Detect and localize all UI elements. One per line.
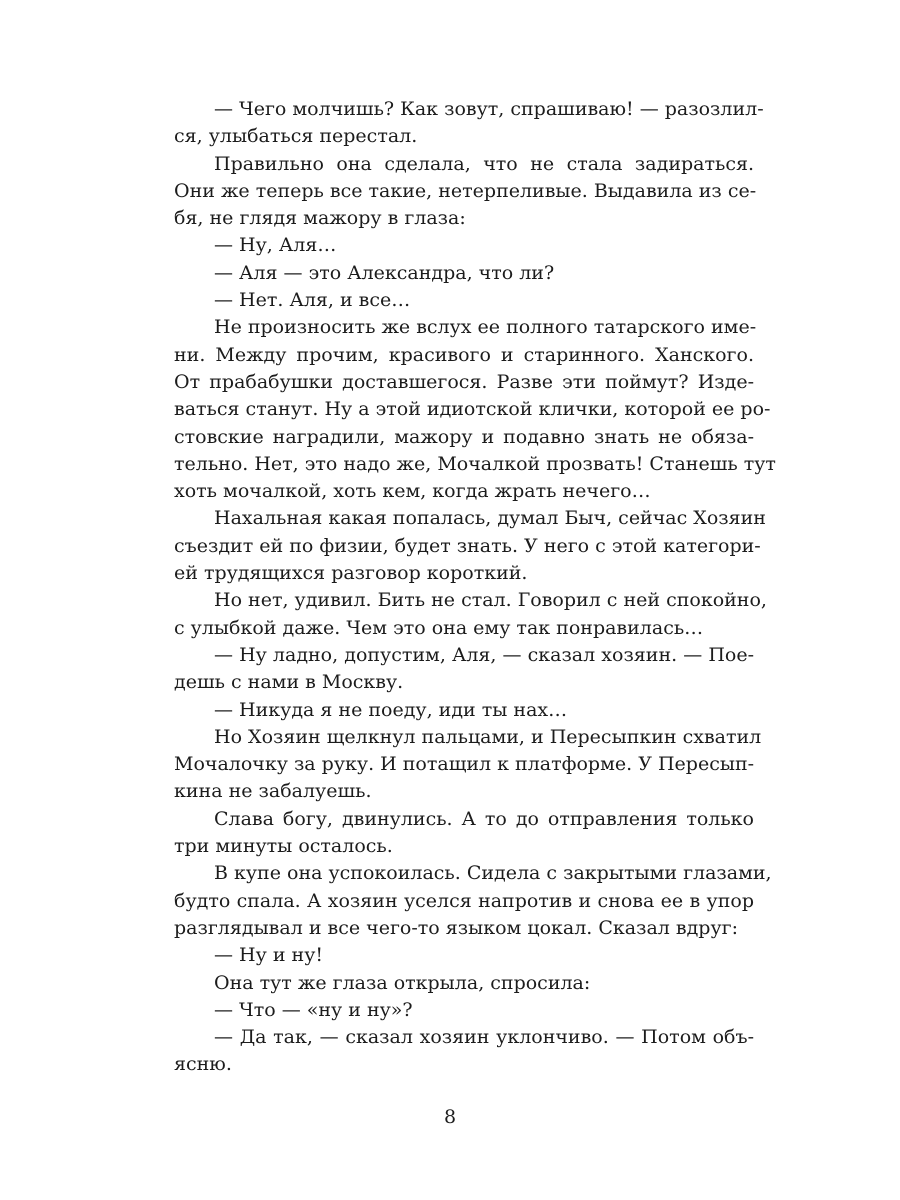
text-line: тельно. Нет, это надо же, Мочалкой прозвать! Станешь тут bbox=[174, 452, 776, 475]
text-line: будто спала. А хозяин уселся напротив и снова ее в упор bbox=[174, 889, 754, 912]
text-line: Она тут же глаза открыла, спросила: bbox=[214, 971, 591, 994]
text-line: — Нет. Аля, и все… bbox=[214, 289, 411, 312]
text-line: ей трудящихся разговор короткий. bbox=[174, 562, 528, 585]
text-line: — Что — «ну и ну»? bbox=[214, 998, 413, 1021]
text-line: — Ну, Аля… bbox=[214, 234, 337, 257]
text-line: ни. Между прочим, красивого и старинного. Ханского. bbox=[174, 343, 754, 366]
text-line: хоть мочалкой, хоть кем, когда жрать нечего… bbox=[174, 480, 651, 503]
text-line: кина не забалуешь. bbox=[174, 780, 372, 803]
text-line: бя, не глядя мажору в глаза: bbox=[174, 207, 466, 230]
text-line: Мочалочку за руку. И потащил к платформе. У Пересып- bbox=[174, 753, 755, 776]
text-line: — Аля — это Александра, что ли? bbox=[214, 261, 555, 284]
text-line: Они же теперь все такие, нетерпеливые. Выдавила из се- bbox=[174, 179, 757, 202]
text-line: — Никуда я не поеду, иди ты нах… bbox=[214, 698, 568, 721]
text-line: — Ну ладно, допустим, Аля, — сказал хозяин. — Пое- bbox=[214, 643, 754, 666]
text-line: Не произносить же вслух ее полного татарского име- bbox=[214, 316, 757, 339]
page-text bbox=[174, 96, 776, 1079]
text-line: В купе она успокоилась. Сидела с закрытыми глазами, bbox=[214, 862, 772, 885]
text-line: Правильно она сделала, что не стала задираться. bbox=[214, 152, 754, 175]
text-line: стовские наградили, мажору и подавно знать не обяза- bbox=[174, 425, 754, 448]
text-line: Слава богу, двинулись. А то до отправления только bbox=[214, 807, 754, 830]
text-line: дешь с нами в Москву. bbox=[174, 671, 404, 694]
text-line: Нахальная какая попалась, думал Быч, сейчас Хозяин bbox=[214, 507, 766, 530]
text-line: Но нет, удивил. Бить не стал. Говорил с ней спокойно, bbox=[214, 589, 767, 612]
text-line: разглядывал и все чего-то языком цокал. Сказал вдруг: bbox=[174, 916, 738, 939]
text-line: ся, улыбаться перестал. bbox=[174, 125, 418, 148]
text-line: съездит ей по физии, будет знать. У него с этой категори- bbox=[174, 534, 761, 557]
text-line: От прабабушки доставшегося. Разве эти поймут? Изде- bbox=[174, 370, 754, 393]
text-line: ясню. bbox=[174, 1053, 232, 1076]
text-line: — Ну и ну! bbox=[214, 944, 324, 967]
page-number: 8 bbox=[443, 1106, 457, 1128]
text-line: — Чего молчишь? Как зовут, спрашиваю! — разозлил- bbox=[214, 98, 764, 120]
text-line: Но Хозяин щелкнул пальцами, и Пересыпкин схватил bbox=[214, 725, 762, 748]
text-line: с улыбкой даже. Чем это она ему так понравилась… bbox=[174, 616, 704, 639]
text-line: три минуты осталось. bbox=[174, 835, 393, 858]
text-line: ваться станут. Ну а этой идиотской клички, которой ее ро- bbox=[174, 398, 771, 421]
text-line: — Да так, — сказал хозяин уклончиво. — Потом объ- bbox=[214, 1026, 754, 1049]
